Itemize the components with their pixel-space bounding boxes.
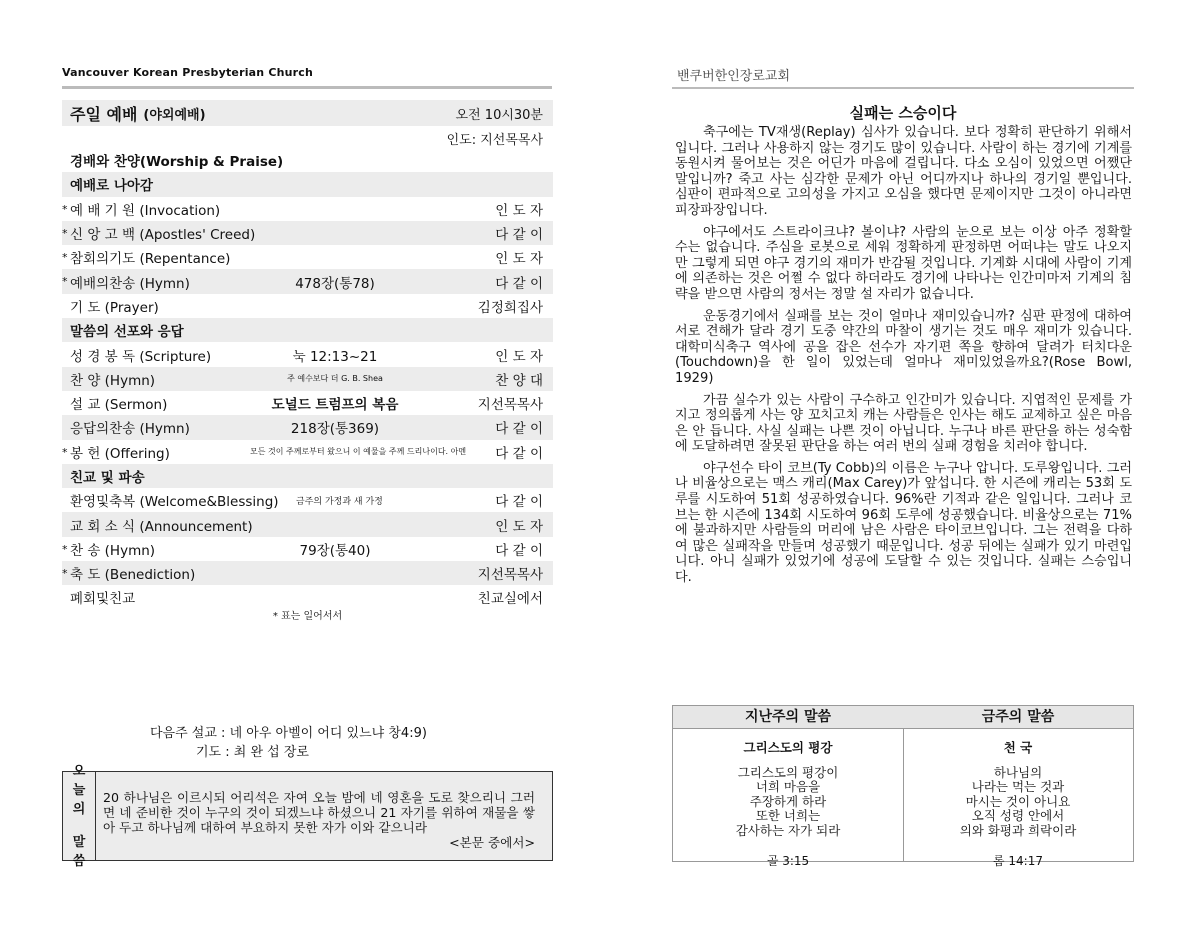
last-week-verse: [673, 706, 904, 869]
verse-title: 천 국: [1003, 740, 1033, 755]
item-leader: 인 도 자: [495, 518, 543, 535]
item-leader: 지선목목사: [477, 397, 543, 414]
today-word-label-char: 말: [72, 834, 86, 850]
item-leader: 다 같 이: [495, 494, 543, 511]
service-title: 주일 예배: [70, 104, 138, 124]
item-leader: 친교실에서: [477, 591, 543, 608]
item-leader: 인 도 자: [495, 348, 543, 365]
verse-line: 감사하는 자가 되라: [735, 822, 841, 838]
item-name: 찬 양 (Hymn): [70, 372, 156, 389]
this-week-verse: [903, 706, 1133, 869]
item-leader: 다 같 이: [495, 542, 543, 559]
item-leader: 다 같 이: [495, 445, 543, 462]
header-divider-left: [62, 86, 552, 89]
next-sermon: 다음주 설교 : 네 아우 아벨이 어디 있느냐 창4:9): [150, 726, 427, 741]
item-detail: 눅 12:13~21: [292, 348, 378, 365]
order-item: [62, 537, 553, 561]
item-name: 설 교 (Sermon): [70, 397, 168, 414]
verse-line: 또한 너희는: [755, 808, 821, 824]
service-leader-row: [62, 126, 553, 148]
today-word-box: [62, 763, 553, 869]
essay-paragraph: 가끔 실수가 있는 사람이 구수하고 인간미가 있습니다. 지엽적인 문제를 가지고 정의롭게 사는 양 꼬치고치 캐는 사람들은 인사는 해도 교제하고 싶은 마음은 안 듭니다. 사실 실패는 나쁜 것이 아닙니다. 누구나 바른 판단을 하는 성숙함에 도달하려면 잘못된 판단을 하는 여러 번의 실패 경험을 치러야 합니다.: [675, 392, 1132, 455]
item-leader: 다 같 이: [495, 421, 543, 438]
item-name: 응답의찬송 (Hymn): [70, 421, 190, 438]
order-of-worship: [62, 100, 553, 610]
verse-title: 그리스도의 평강: [743, 740, 833, 755]
verse-line: 마시는 것이 아니요: [965, 793, 1071, 809]
essay-body: [675, 125, 1132, 592]
item-leader: 인 도 자: [495, 202, 543, 219]
item-name: 참회의기도 (Repentance): [70, 251, 231, 268]
item-name: 예배의찬송 (Hymn): [70, 275, 190, 292]
item-detail: 478장(통78): [295, 275, 375, 292]
order-item: [62, 415, 553, 439]
order-item: [62, 512, 553, 536]
item-detail: 도널드 트럼프의 복음: [271, 397, 399, 414]
item-leader: 다 같 이: [495, 275, 543, 292]
item-leader: 지선목목사: [477, 567, 543, 584]
order-item: [62, 342, 553, 366]
item-leader: 찬 양 대: [495, 372, 543, 389]
church-name-en: Vancouver Korean Presbyterian Church: [62, 66, 314, 79]
essay-paragraph: 야구에서도 스트라이크냐? 볼이냐? 사람의 눈으로 보는 이상 아주 정확할 수는 없습니다. 주심을 로봇으로 세워 정확하게 판정하면 어떠냐는 말도 나오지만 그렇게 되면 야구 경기의 재미가 반감될 것입니다. 기계화 시대에 사람이 기계에 의존하는 것은 어쩔 수 없다 하더라도 경기에 나타나는 인간미마저 기계의 침략을 받으면 사람의 정서는 정말 설 자리가 없습니다.: [675, 224, 1132, 302]
order-item: [62, 488, 553, 512]
verse-reference: 롬 14:17: [993, 854, 1043, 869]
service-time: 오전 10시30분: [455, 107, 543, 123]
stand-marker: *: [62, 275, 68, 289]
order-item: [62, 269, 553, 293]
verse-table: [672, 705, 1134, 869]
essay-title: 실패는 스승이다: [849, 104, 957, 122]
order-item: [62, 245, 553, 269]
service-subtitle: (야외예배): [143, 107, 206, 123]
standing-note: * 표는 일어서서: [272, 611, 343, 622]
today-word-label-char: 늘: [72, 782, 86, 798]
verse-line: 나라는 먹는 것과: [971, 779, 1065, 795]
stand-marker: *: [62, 445, 68, 459]
item-leader: 인 도 자: [495, 251, 543, 268]
order-item: [62, 391, 553, 415]
today-word-body: 20 하나님은 이르시되 어리석은 자여 오늘 밤에 네 영혼을 도로 찾으리니 그러면 네 준비한 것이 누구의 것이 되겠느냐 하셨으니 21 자기를 위하여 재물을 쌓아 두고 하나님께 대하여 부요하지 못한 자가 이와 같으니라: [103, 790, 535, 835]
essay-paragraph: 야구선수 타이 코브(Ty Cobb)의 이름은 누구나 압니다. 도루왕입니다. 그러나 비율상으로는 맥스 캐리(Max Carey)가 앞섭니다. 한 시즌에 캐리는 53회 도루를 시도하여 51회 성공하였습니다. 96%란 기적과 같은 일입니다. 그러나 코브는 한 시즌에 134회 시도하여 96회 도루에 성공했습니다. 비율상으로는 71%에 불과하지만 사람들의 머리에 남은 사람은 타이코브입니다. 그는 전력을 다하여 많은 실패작을 만들며 성공했기 때문입니다. 성공 뒤에는 실패가 있기 마련입니다. 아니 실패가 있었기에 성공에 도달할 수 있는 것입니다. 실패는 스승입니다.: [675, 460, 1132, 586]
today-word-source: <본문 중에서>: [449, 835, 535, 850]
order-item: [62, 561, 553, 585]
item-name: 환영및축복 (Welcome&Blessing): [70, 494, 279, 511]
item-name: 예 배 기 원 (Invocation): [70, 202, 221, 219]
verse-line: 의와 화평과 희락이라: [959, 822, 1077, 838]
verse-line: 하나님의: [993, 765, 1043, 780]
verse-line: 그리스도의 평강이: [737, 765, 839, 780]
verse-line: 너희 마음을: [755, 779, 821, 795]
verse-header: 금주의 말씀: [903, 706, 1133, 729]
section-heading: 말씀의 선포와 응답: [62, 318, 553, 342]
verse-line: 주장하게 하라: [749, 793, 827, 809]
stand-marker: *: [62, 202, 68, 216]
essay-paragraph: 축구에는 TV재생(Replay) 심사가 있습니다. 보다 정확히 판단하기 위해서입니다. 그러나 사용하지 않는 경기도 많이 있습니다. 사람이 하는 경기에 기계를 동원시켜 물어보는 것은 어딘가 마음에 걸립니다. 다소 오심이 있었으면 어쨌단 말입니까? 죽고 사는 심각한 문제가 아닌 어디까지나 하나의 경기일 뿐입니다. 심판이 편파적으로 고의성을 가지고 오심을 했다면 문제이지만 그것이 아니라면 피장파장입니다.: [675, 125, 1132, 218]
order-item: [62, 221, 553, 245]
item-leader: 김정희집사: [477, 299, 543, 316]
today-word-text: [103, 790, 535, 850]
item-detail: 모든 것이 주께로부터 왔으니 이 예물을 주께 드리나이다. 아멘: [250, 447, 467, 457]
verse-body: [903, 766, 1133, 838]
stand-marker: *: [62, 226, 68, 240]
stand-marker: *: [62, 251, 68, 265]
order-item: [62, 294, 553, 318]
item-detail: 79장(통40): [299, 542, 371, 559]
section-heading: 예배로 나아감: [62, 172, 553, 196]
item-detail: 주 예수보다 더 G. B. Shea: [287, 374, 383, 384]
today-word-label-char: 씀: [72, 853, 86, 869]
today-word-label: [63, 763, 96, 869]
stand-marker: *: [62, 542, 68, 556]
today-word-label-char: 오: [72, 763, 86, 779]
item-note: 금주의 가정과 새 가정: [296, 496, 383, 507]
service-header: [62, 100, 553, 126]
church-name-ko: 밴쿠버한인장로교회: [677, 69, 791, 84]
item-name: 교 회 소 식 (Announcement): [70, 518, 253, 535]
item-name: 신 앙 고 백 (Apostles' Creed): [70, 227, 256, 244]
next-prayer: 기도 : 최 완 섭 장로: [196, 745, 309, 760]
item-name: 찬 송 (Hymn): [70, 542, 156, 559]
section-heading: 친교 및 파송: [62, 464, 553, 488]
verse-header: 지난주의 말씀: [673, 706, 903, 729]
item-leader: 다 같 이: [495, 227, 543, 244]
order-body: [62, 148, 553, 610]
order-item: [62, 197, 553, 221]
order-item: [62, 367, 553, 391]
today-word-label-char: 의: [72, 801, 86, 817]
header-divider-right: [672, 87, 1134, 89]
item-name: 성 경 봉 독 (Scripture): [70, 348, 212, 365]
item-name: 봉 헌 (Offering): [70, 445, 170, 462]
service-leader: 인도: 지선목목사: [446, 133, 543, 148]
item-name: 기 도 (Prayer): [70, 299, 159, 316]
verse-body: [673, 766, 903, 838]
verse-reference: 골 3:15: [766, 854, 810, 869]
stand-marker: *: [62, 567, 68, 581]
verse-line: 오직 성령 안에서: [971, 808, 1065, 824]
order-item: [62, 585, 553, 609]
item-detail: 218장(통369): [290, 421, 380, 438]
essay-paragraph: 운동경기에서 실패를 보는 것이 얼마나 재미있습니까? 심판 판정에 대하여 서로 견해가 달라 경기 도중 약간의 마찰이 생기는 것도 매우 재미가 있습니다. 대학미식축구 역사에 공을 잡은 선수가 자기편 쪽을 향하여 달려가 터치다운(Touchdown)을 한 일이 있었는데 얼마나 재미있었을까요?(Rose Bowl, 1929): [675, 308, 1132, 386]
item-name: 폐회및친교: [70, 591, 136, 608]
section-heading: 경배와 찬양(Worship & Praise): [70, 154, 284, 171]
order-item: [62, 440, 553, 464]
item-name: 축 도 (Benediction): [70, 567, 196, 584]
